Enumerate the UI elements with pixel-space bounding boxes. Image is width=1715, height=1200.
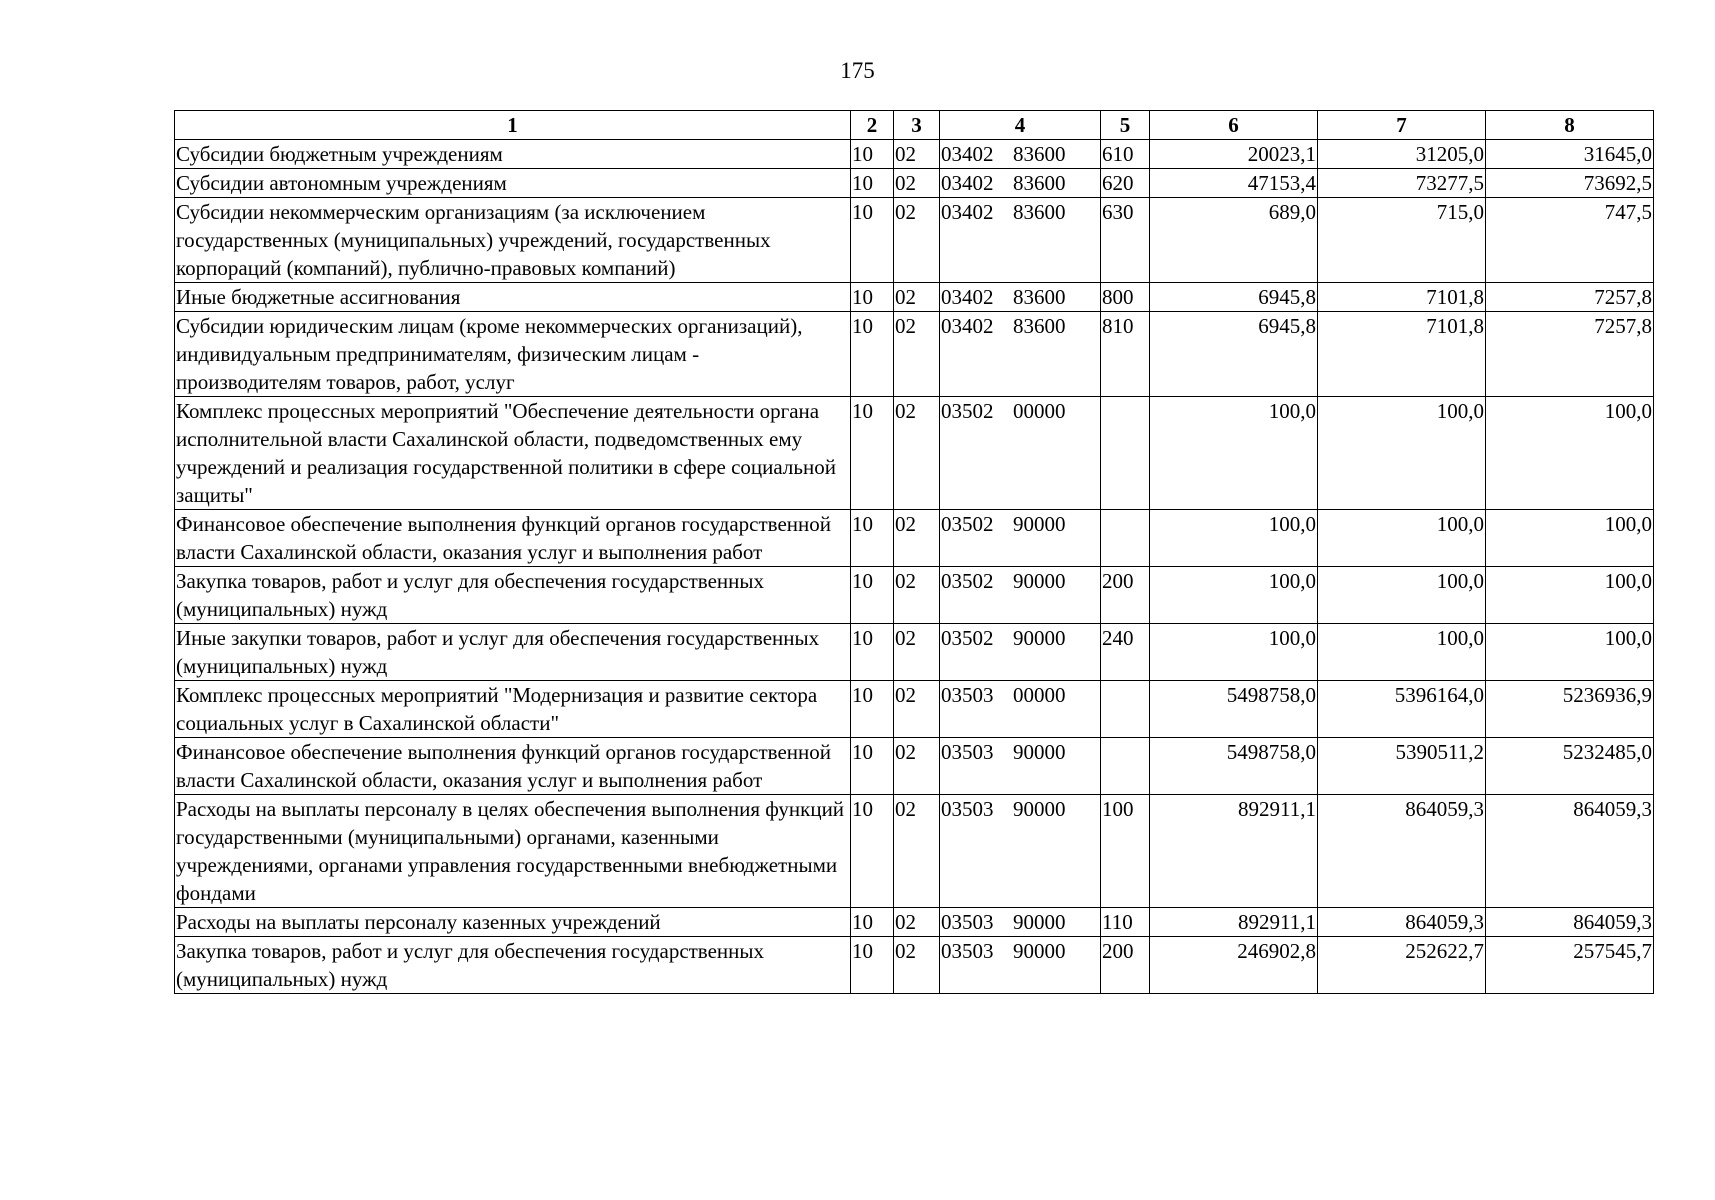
table-row xyxy=(175,397,1654,510)
program-code: 03402 xyxy=(941,200,994,224)
program-code: 03502 xyxy=(941,399,994,423)
amount-col-7: 715,0 xyxy=(1318,198,1486,283)
amount-col-8: 7257,8 xyxy=(1486,312,1654,397)
expense-type-code: 200 xyxy=(1101,567,1150,624)
amount-col-6: 689,0 xyxy=(1150,198,1318,283)
section-code: 10 xyxy=(851,169,894,198)
subsection-code: 02 xyxy=(894,510,940,567)
expense-type-code: 200 xyxy=(1101,937,1150,994)
direction-code: 90000 xyxy=(1013,910,1066,934)
row-description: Комплекс процессных мероприятий "Обеспечение деятельности органа исполнительной власти Сахалинской области, подведомственных ему учреждений и реализация государственной политики в сфере социальной защиты" xyxy=(175,397,851,510)
section-code: 10 xyxy=(851,937,894,994)
program-code: 03503 xyxy=(941,939,994,963)
column-header: 5 xyxy=(1101,111,1150,140)
row-description: Субсидии автономным учреждениям xyxy=(175,169,851,198)
target-article-code xyxy=(940,738,1101,795)
amount-col-6: 892911,1 xyxy=(1150,908,1318,937)
column-header: 7 xyxy=(1318,111,1486,140)
subsection-code: 02 xyxy=(894,738,940,795)
program-code: 03503 xyxy=(941,683,994,707)
section-code: 10 xyxy=(851,908,894,937)
expense-type-code xyxy=(1101,738,1150,795)
column-header: 2 xyxy=(851,111,894,140)
subsection-code: 02 xyxy=(894,624,940,681)
table-row xyxy=(175,937,1654,994)
table-row xyxy=(175,312,1654,397)
program-code: 03402 xyxy=(941,314,994,338)
direction-code: 83600 xyxy=(1013,142,1066,166)
table-row xyxy=(175,169,1654,198)
section-code: 10 xyxy=(851,140,894,169)
section-code: 10 xyxy=(851,795,894,908)
table-row xyxy=(175,738,1654,795)
direction-code: 90000 xyxy=(1013,939,1066,963)
direction-code: 00000 xyxy=(1013,683,1066,707)
subsection-code: 02 xyxy=(894,795,940,908)
amount-col-8: 100,0 xyxy=(1486,510,1654,567)
amount-col-6: 5498758,0 xyxy=(1150,738,1318,795)
table-row xyxy=(175,140,1654,169)
amount-col-8: 257545,7 xyxy=(1486,937,1654,994)
target-article-code xyxy=(940,681,1101,738)
column-header: 6 xyxy=(1150,111,1318,140)
target-article-code xyxy=(940,908,1101,937)
amount-col-7: 5396164,0 xyxy=(1318,681,1486,738)
amount-col-7: 864059,3 xyxy=(1318,795,1486,908)
direction-code: 90000 xyxy=(1013,740,1066,764)
amount-col-7: 5390511,2 xyxy=(1318,738,1486,795)
amount-col-7: 100,0 xyxy=(1318,624,1486,681)
amount-col-6: 100,0 xyxy=(1150,510,1318,567)
row-description: Субсидии бюджетным учреждениям xyxy=(175,140,851,169)
column-header: 1 xyxy=(175,111,851,140)
amount-col-8: 100,0 xyxy=(1486,624,1654,681)
row-description: Субсидии юридическим лицам (кроме некоммерческих организаций), индивидуальным предпринимателям, физическим лицам - производителям товаров, работ, услуг xyxy=(175,312,851,397)
subsection-code: 02 xyxy=(894,908,940,937)
subsection-code: 02 xyxy=(894,681,940,738)
amount-col-8: 864059,3 xyxy=(1486,908,1654,937)
amount-col-8: 7257,8 xyxy=(1486,283,1654,312)
column-header: 4 xyxy=(940,111,1101,140)
subsection-code: 02 xyxy=(894,283,940,312)
direction-code: 90000 xyxy=(1013,797,1066,821)
target-article-code xyxy=(940,198,1101,283)
amount-col-7: 252622,7 xyxy=(1318,937,1486,994)
direction-code: 83600 xyxy=(1013,200,1066,224)
section-code: 10 xyxy=(851,198,894,283)
amount-col-6: 100,0 xyxy=(1150,397,1318,510)
direction-code: 90000 xyxy=(1013,626,1066,650)
amount-col-8: 31645,0 xyxy=(1486,140,1654,169)
amount-col-7: 100,0 xyxy=(1318,567,1486,624)
amount-col-8: 100,0 xyxy=(1486,567,1654,624)
amount-col-8: 5236936,9 xyxy=(1486,681,1654,738)
expense-type-code: 100 xyxy=(1101,795,1150,908)
amount-col-7: 100,0 xyxy=(1318,510,1486,567)
program-code: 03502 xyxy=(941,626,994,650)
program-code: 03503 xyxy=(941,740,994,764)
direction-code: 83600 xyxy=(1013,314,1066,338)
expense-type-code: 240 xyxy=(1101,624,1150,681)
target-article-code xyxy=(940,510,1101,567)
table-row xyxy=(175,795,1654,908)
target-article-code xyxy=(940,795,1101,908)
amount-col-8: 747,5 xyxy=(1486,198,1654,283)
direction-code: 83600 xyxy=(1013,171,1066,195)
amount-col-8: 5232485,0 xyxy=(1486,738,1654,795)
target-article-code xyxy=(940,397,1101,510)
page-number: 175 xyxy=(840,58,875,83)
subsection-code: 02 xyxy=(894,140,940,169)
row-description: Финансовое обеспечение выполнения функций органов государственной власти Сахалинской области, оказания услуг и выполнения работ xyxy=(175,510,851,567)
program-code: 03503 xyxy=(941,797,994,821)
section-code: 10 xyxy=(851,624,894,681)
amount-col-6: 100,0 xyxy=(1150,567,1318,624)
expense-type-code xyxy=(1101,681,1150,738)
row-description: Закупка товаров, работ и услуг для обеспечения государственных (муниципальных) нужд xyxy=(175,567,851,624)
amount-col-6: 892911,1 xyxy=(1150,795,1318,908)
row-description: Иные закупки товаров, работ и услуг для обеспечения государственных (муниципальных) нужд xyxy=(175,624,851,681)
target-article-code xyxy=(940,312,1101,397)
expense-type-code xyxy=(1101,397,1150,510)
amount-col-6: 47153,4 xyxy=(1150,169,1318,198)
amount-col-7: 7101,8 xyxy=(1318,312,1486,397)
subsection-code: 02 xyxy=(894,169,940,198)
row-description: Расходы на выплаты персоналу казенных учреждений xyxy=(175,908,851,937)
amount-col-6: 100,0 xyxy=(1150,624,1318,681)
row-description: Закупка товаров, работ и услуг для обеспечения государственных (муниципальных) нужд xyxy=(175,937,851,994)
amount-col-8: 100,0 xyxy=(1486,397,1654,510)
row-description: Субсидии некоммерческим организациям (за исключением государственных (муниципальных) учреждений, государственных корпораций (компаний), публично-правовых компаний) xyxy=(175,198,851,283)
amount-col-7: 73277,5 xyxy=(1318,169,1486,198)
expense-type-code: 800 xyxy=(1101,283,1150,312)
amount-col-6: 20023,1 xyxy=(1150,140,1318,169)
direction-code: 00000 xyxy=(1013,399,1066,423)
table-body xyxy=(175,140,1654,994)
expense-type-code: 810 xyxy=(1101,312,1150,397)
table-row xyxy=(175,624,1654,681)
amount-col-6: 6945,8 xyxy=(1150,312,1318,397)
target-article-code xyxy=(940,169,1101,198)
amount-col-7: 864059,3 xyxy=(1318,908,1486,937)
amount-col-7: 31205,0 xyxy=(1318,140,1486,169)
program-code: 03402 xyxy=(941,171,994,195)
direction-code: 90000 xyxy=(1013,512,1066,536)
program-code: 03502 xyxy=(941,569,994,593)
header-row xyxy=(175,111,1654,140)
column-header: 8 xyxy=(1486,111,1654,140)
amount-col-6: 246902,8 xyxy=(1150,937,1318,994)
target-article-code xyxy=(940,624,1101,681)
table-row xyxy=(175,510,1654,567)
section-code: 10 xyxy=(851,397,894,510)
target-article-code xyxy=(940,567,1101,624)
table-row xyxy=(175,681,1654,738)
subsection-code: 02 xyxy=(894,937,940,994)
program-code: 03402 xyxy=(941,285,994,309)
table-row xyxy=(175,283,1654,312)
expense-type-code: 110 xyxy=(1101,908,1150,937)
expense-type-code xyxy=(1101,510,1150,567)
row-description: Финансовое обеспечение выполнения функций органов государственной власти Сахалинской области, оказания услуг и выполнения работ xyxy=(175,738,851,795)
section-code: 10 xyxy=(851,681,894,738)
subsection-code: 02 xyxy=(894,198,940,283)
amount-col-8: 864059,3 xyxy=(1486,795,1654,908)
row-description: Расходы на выплаты персоналу в целях обеспечения выполнения функций государственными (муниципальными) органами, казенными учреждениями, органами управления государственными внебюджетными фондами xyxy=(175,795,851,908)
table-row xyxy=(175,908,1654,937)
subsection-code: 02 xyxy=(894,397,940,510)
table-row xyxy=(175,198,1654,283)
program-code: 03402 xyxy=(941,142,994,166)
column-header: 3 xyxy=(894,111,940,140)
section-code: 10 xyxy=(851,567,894,624)
subsection-code: 02 xyxy=(894,312,940,397)
direction-code: 83600 xyxy=(1013,285,1066,309)
program-code: 03503 xyxy=(941,910,994,934)
direction-code: 90000 xyxy=(1013,569,1066,593)
section-code: 10 xyxy=(851,283,894,312)
subsection-code: 02 xyxy=(894,567,940,624)
section-code: 10 xyxy=(851,738,894,795)
section-code: 10 xyxy=(851,312,894,397)
amount-col-7: 7101,8 xyxy=(1318,283,1486,312)
amount-col-8: 73692,5 xyxy=(1486,169,1654,198)
row-description: Иные бюджетные ассигнования xyxy=(175,283,851,312)
target-article-code xyxy=(940,140,1101,169)
amount-col-7: 100,0 xyxy=(1318,397,1486,510)
section-code: 10 xyxy=(851,510,894,567)
budget-table xyxy=(174,110,1654,994)
amount-col-6: 6945,8 xyxy=(1150,283,1318,312)
expense-type-code: 630 xyxy=(1101,198,1150,283)
target-article-code xyxy=(940,283,1101,312)
target-article-code xyxy=(940,937,1101,994)
program-code: 03502 xyxy=(941,512,994,536)
expense-type-code: 620 xyxy=(1101,169,1150,198)
expense-type-code: 610 xyxy=(1101,140,1150,169)
table-row xyxy=(175,567,1654,624)
amount-col-6: 5498758,0 xyxy=(1150,681,1318,738)
row-description: Комплекс процессных мероприятий "Модернизация и развитие сектора социальных услуг в Сахалинской области" xyxy=(175,681,851,738)
